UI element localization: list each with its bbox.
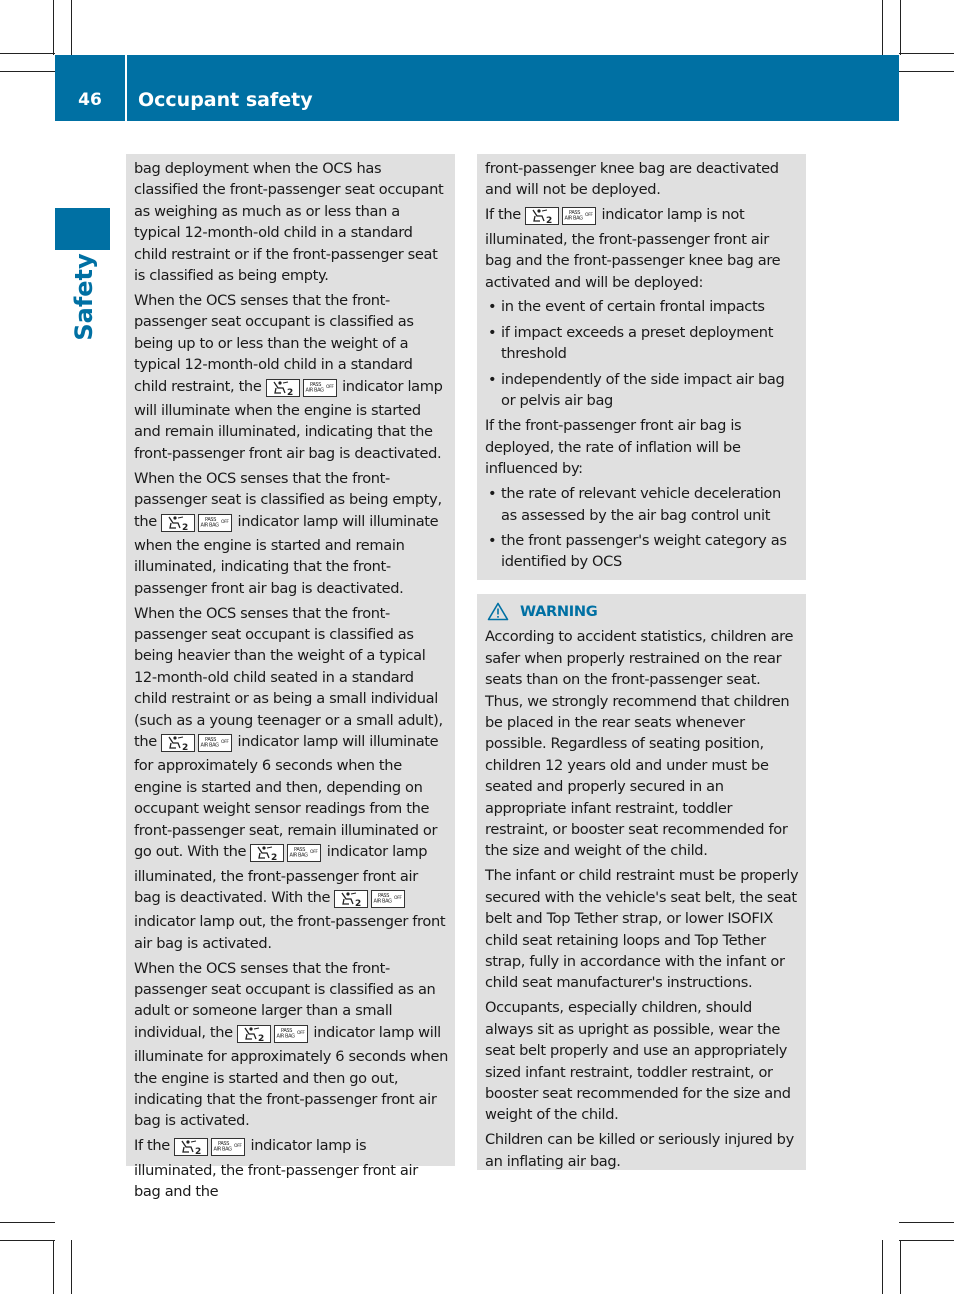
crop-mark — [71, 1240, 72, 1294]
svg-text:OFF: OFF — [221, 519, 229, 525]
svg-text:OFF: OFF — [297, 1030, 305, 1036]
crop-mark — [899, 1240, 954, 1241]
crop-mark — [900, 0, 901, 55]
warning-header — [485, 601, 799, 622]
warning-heading: WARNING — [520, 603, 598, 620]
page-number: 46 — [78, 90, 102, 110]
svg-text:AIR BAG: AIR BAG — [200, 522, 219, 528]
paragraph: According to accident statistics, children are safer when properly restrained on the rear seats than on the front-passenger seat. Thus, we strongly recommend that children be placed in the rear seats whenever possible. Regardless of seating position, children 12 years old and under must be seated and properly secured in an appropriate infant restraint, toddler restraint, or booster seat recommended for the size and weight of the child. — [485, 628, 794, 860]
list-item: • the front passenger's weight category as identified by OCS — [485, 530, 799, 573]
crop-mark — [53, 1240, 54, 1294]
paragraph: front-passenger knee bag are deactivated and will not be deployed. — [485, 160, 779, 199]
svg-text:OFF: OFF — [234, 1144, 242, 1150]
svg-text:2: 2 — [182, 522, 189, 532]
section-title: Occupant safety — [138, 89, 313, 111]
svg-text:2: 2 — [546, 216, 553, 226]
svg-text:AIR BAG: AIR BAG — [373, 898, 393, 905]
crop-mark — [899, 1222, 954, 1223]
pass-air-bag-off-indicator-icon — [237, 1025, 309, 1046]
list-item: • independently of the side impact air bag or pelvis air bag — [485, 369, 799, 412]
paragraph: When the OCS senses that the front-passenger seat occupant is classified as being up to or less than the weight of a typical 12-month-old child in a standard child restraint, the 2 PASS AIR BAG OFF indicator lamp will illuminate when the engine is started and remain illuminated, indicating that the front-passenger front air bag is deactivated. — [134, 291, 443, 462]
paragraph: Occupants, especially children, should always sit as upright as possible, wear the seat belt properly and use an appropriately sized infant restraint, toddler restraint, or booster seat recommended for the size and weight of the child. — [485, 999, 791, 1124]
svg-text:OFF: OFF — [325, 384, 334, 390]
svg-text:AIR BAG: AIR BAG — [289, 852, 309, 859]
paragraph: When the OCS senses that the front-passenger seat occupant is classified as an adult or someone larger than a small individual, the 2 PASS AIR BAG OFF indicator lamp will illuminate for approximately 6 seconds when the engine is started and then go out, indicating that the front-passenger front air bag is activated. — [134, 959, 449, 1130]
crop-mark — [882, 1240, 883, 1294]
warning-triangle-icon — [487, 602, 509, 621]
list-item: • the rate of relevant vehicle deceleration as assessed by the air bag control unit — [485, 483, 799, 526]
svg-text:2: 2 — [286, 387, 293, 397]
svg-text:2: 2 — [195, 1147, 202, 1157]
warning-box — [477, 594, 806, 1170]
crop-mark — [0, 53, 55, 54]
paragraph: Children can be killed or seriously injured by an inflating air bag. — [485, 1131, 794, 1170]
pass-air-bag-off-indicator-icon — [525, 207, 597, 228]
left-text-box — [126, 154, 455, 1201]
list-item: • in the event of certain frontal impacts — [485, 296, 799, 317]
page-header — [55, 55, 899, 121]
paragraph: The infant or child restraint must be properly secured with the vehicle's seat belt, the seat belt and Top Tether strap, or lower ISOFIX child seat retaining loops and Top Tether strap, fully in accordance with the infant or child seat manufacturer's instructions. — [485, 867, 799, 992]
svg-text:2: 2 — [271, 853, 278, 863]
svg-text:PASS: PASS — [281, 1027, 293, 1034]
section-tab — [55, 208, 110, 250]
header-divider — [125, 55, 127, 121]
svg-text:2: 2 — [182, 743, 189, 753]
paragraph: When the OCS senses that the front-passenger seat is classified as being empty, the 2 PASS AIR BAG OFF indicator lamp will illuminate when the engine is started and remain illuminated, indicating that the front-passenger front air bag is deactivated. — [134, 469, 442, 597]
crop-mark — [0, 1240, 55, 1241]
crop-mark — [882, 0, 883, 55]
svg-text:OFF: OFF — [394, 895, 403, 901]
paragraph: bag deployment when the OCS has classified the front-passenger seat occupant as weighing as much as or less than a typical 12-month-old child in a standard child restraint or if the front-passenger seat is classified as being empty. — [134, 160, 444, 285]
crop-mark — [0, 1222, 55, 1223]
svg-text:PASS: PASS — [294, 847, 306, 854]
svg-text:PASS: PASS — [309, 381, 321, 388]
paragraph: If the 2 PASS AIR BAG OFF indicator lamp is not illuminated, the front-passenger front air bag and the front-passenger knee bag are activated and will be deployed: — [485, 206, 781, 291]
right-text-box — [477, 154, 806, 580]
svg-text:OFF: OFF — [221, 740, 229, 746]
crop-mark — [899, 53, 954, 54]
paragraph: If the front-passenger front air bag is deployed, the rate of inflation will be influenced by: — [485, 417, 742, 478]
crop-mark — [899, 71, 954, 72]
svg-text:PASS: PASS — [378, 892, 390, 899]
list-item: • if impact exceeds a preset deployment threshold — [485, 322, 799, 365]
svg-text:AIR BAG: AIR BAG — [564, 215, 583, 222]
svg-text:PASS: PASS — [205, 516, 217, 523]
bullet-list — [485, 483, 799, 573]
svg-text:AIR BAG: AIR BAG — [213, 1146, 232, 1153]
pass-air-bag-off-indicator-icon — [266, 379, 338, 400]
svg-text:PASS: PASS — [205, 737, 217, 744]
svg-text:AIR BAG: AIR BAG — [276, 1033, 295, 1040]
paragraph: When the OCS senses that the front-passenger seat occupant is classified as being heavier than the weight of a typical 12-month-old child seated in a standard child restraint or as being a small individual (such as a young teenager or a small adult), the 2 PASS AIR BAG OFF indicator lamp will illuminate for approximately 6 seconds when the engine is started and then, depending on occupant weight sensor readings from the front-passenger seat, remain illuminated or go out. With the 2 PASS AIR BAG OFF indicator lamp illuminated, the front-passenger front air bag is deactivated. With the 2 PASS AIR BAG OFF indicator lamp out, the front-passenger front air bag is activated. — [134, 604, 446, 952]
crop-mark — [53, 0, 54, 55]
svg-text:2: 2 — [355, 898, 362, 908]
svg-text:AIR BAG: AIR BAG — [200, 742, 219, 749]
paragraph: If the 2 PASS AIR BAG OFF indicator lamp is illuminated, the front-passenger front air bag and the — [134, 1137, 418, 1201]
svg-text:OFF: OFF — [585, 213, 593, 219]
bullet-list — [485, 296, 799, 411]
pass-air-bag-off-indicator-icon — [250, 844, 322, 865]
pass-air-bag-off-indicator-icon — [334, 890, 406, 911]
crop-mark — [900, 1240, 901, 1294]
crop-mark — [0, 71, 55, 72]
svg-text:OFF: OFF — [310, 850, 319, 856]
crop-mark — [71, 0, 72, 55]
pass-air-bag-off-indicator-icon — [161, 514, 233, 535]
svg-text:PASS: PASS — [569, 210, 581, 217]
pass-air-bag-off-indicator-icon — [161, 734, 233, 755]
svg-text:AIR BAG: AIR BAG — [305, 387, 324, 394]
section-tab-label: Safety — [70, 253, 98, 341]
svg-text:PASS: PASS — [218, 1141, 230, 1148]
pass-air-bag-off-indicator-icon — [174, 1138, 246, 1159]
svg-text:2: 2 — [258, 1033, 265, 1043]
